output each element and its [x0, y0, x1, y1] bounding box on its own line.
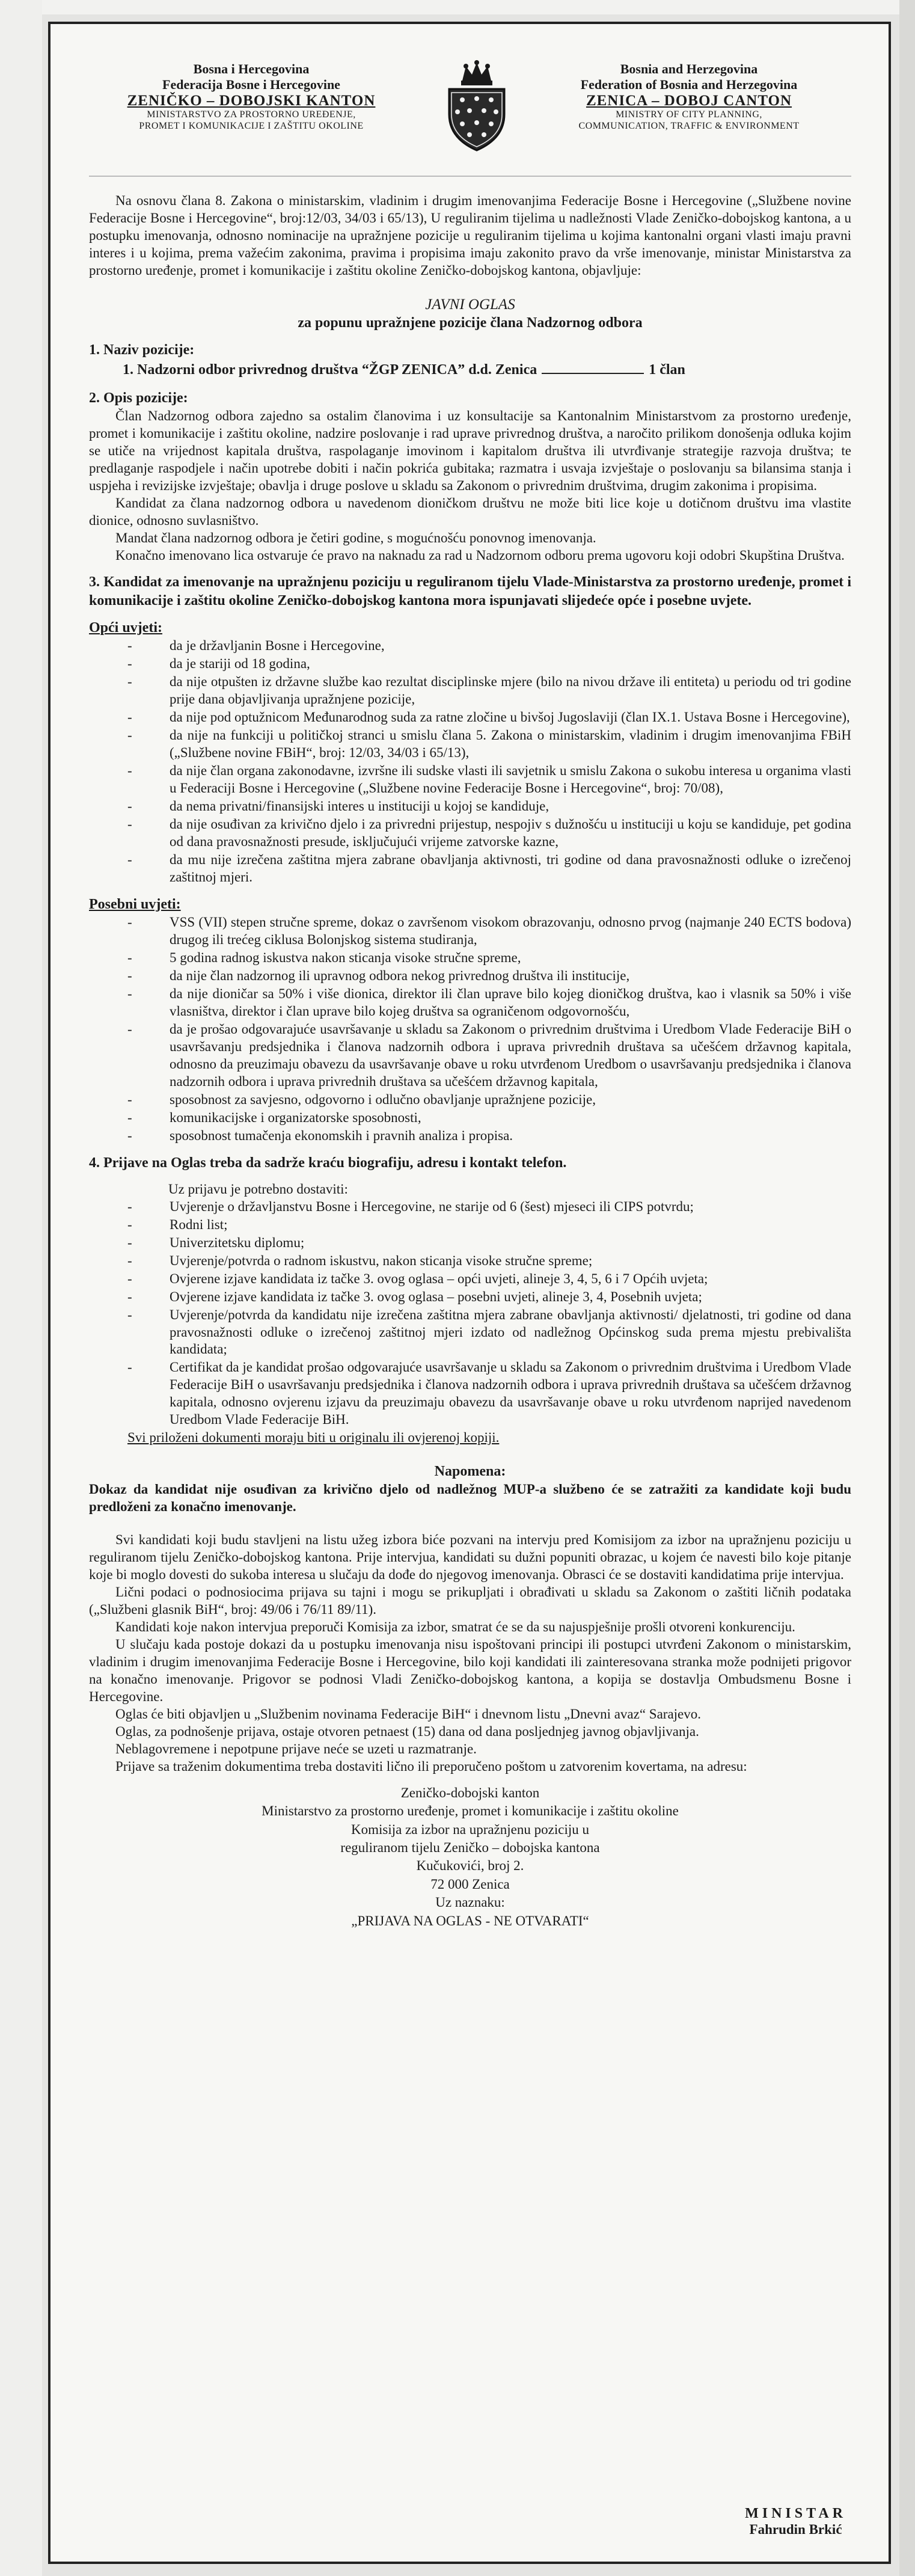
signature-name: Fahrudin Brkić	[749, 2522, 842, 2537]
closing-paragraph-2: Lični podaci o podnosiocima prijava su tajni i mogu se prikupljati i obrađivati u skladu sa Zakonom o zaštiti ličnih podataka („Službeni glasnik BiH“, broj: 49/06 i 76/11 89/11).	[89, 1584, 851, 1618]
intro-paragraph: Na osnovu člana 8. Zakona o ministarskim, vladinim i drugim imenovanjima Federacije Bosne i Hercegovine („Službene novine Federacije Bosne i Hercegovine“, broj:12/03, 34/03 i 65/13), U reguliranim tijelima u nadležnosti Vlade Zeničko-dobojskog kantona, a u postupku imenovanja, odnosno nominacije na upražnjene pozicije u reguliranim tijelima u kojima kantonalni organi vlasti imaju pravni interes i u kojima, prema važećim zakonima, pravima i propisima imaju zakonito pravo da vrše imenovanje, ministar Ministarstva za prostorno uređenje, promet i komunikacije i zaštitu okoline Zeničko-dobojskog kantona, objavljuje:	[89, 193, 851, 278]
list-item: - Ovjerene izjave kandidata iz tačke 3. ovog oglasa – posebni uvjeti, alineje 3, 4, Posebnih uvjeta;	[127, 1289, 851, 1306]
list-item: - da nije osuđivan za krivično djelo i za privredni prijestup, nespojiv s dužnošću u instituciji u koju se kandiduje, pet godina od dana pravosnažnosti presude, isključujući vrijeme zatvorske kazne,	[127, 816, 851, 851]
canton-name: ZENIČKO – DOBOJSKI KANTON	[127, 93, 376, 109]
special-conditions-title: Posebni uvjeti:	[89, 896, 181, 912]
list-item: - da nema privatni/finansijski interes u instituciji u kojoj se kandiduje,	[127, 798, 851, 815]
list-item: - VSS (VII) stepen stručne spreme, dokaz o završenom visokom obrazovanju, odnosno prvog (najmanje 240 ECTS bodova) drugog ili trećeg ciklusa Bolonjskog sistema studiranja,	[127, 914, 851, 949]
documents-lead: Uz prijavu je potrebno dostaviti:	[168, 1181, 348, 1197]
list-item: - Uvjerenje/potvrda o radnom iskustvu, nakon sticanja visoke stručne spreme;	[127, 1253, 851, 1270]
mailing-address	[89, 1784, 851, 1930]
address-line: „PRIJAVA NA OGLAS - NE OTVARATI“	[351, 1913, 589, 1928]
section-3-title: 3. Kandidat za imenovanje na upražnjenu poziciju u reguliranom tijelu Vlade-Ministarstva za prostorno uređenje, promet i komunikacije i zaštitu okoline Zeničko-dobojskog kantona mora ispunjavati slijedeće opće i posebne uvjete.	[89, 574, 851, 609]
general-conditions-title: Opći uvjeti:	[89, 620, 162, 636]
address-line: Komisija za izbor na upražnjenu poziciju u	[351, 1821, 589, 1837]
list-item: - da nije član nadzornog ili upravnog odbora nekog privrednog društva ili institucije,	[127, 968, 851, 985]
address-line: 72 000 Zenica	[430, 1876, 510, 1892]
country-name-en: Bosnia and Herzegovina	[620, 61, 758, 76]
closing-paragraph-6: Oglas, za podnošenje prijava, ostaje otvoren petnaest (15) dana od dana posljednjeg javnog objavljivanja.	[115, 1724, 699, 1740]
special-conditions-list	[89, 914, 851, 1145]
list-item: - da nije član organa zakonodavne, izvršne ili sudske vlasti ili savjetnik u smislu Zakona o sukobu interesa u organima vlasti u Federaciji Bosne i Hercegovine („Službene novine Federacije Bosne i Hercegovine“, broj: 70/08),	[127, 762, 851, 797]
list-item: - sposobnost za savjesno, odgovorno i odlučno obavljanje upražnjene pozicije,	[127, 1091, 851, 1109]
general-conditions-list	[89, 637, 851, 886]
list-item: - da je stariji od 18 godina,	[127, 655, 851, 673]
list-item: - da je prošao odgovarajuće usavršavanje u skladu sa Zakonom o privrednim društvima i Uredbom Vlade Federacije BiH o usavršavanju predsjednika i članova nadzornih odbora i uprava privrednih društava sa učešćem državnog kapitala, odnosno da preuzimaju obavezu da usavršavanje obave u roku utvrđenom Uredbom o usavršavanju predsjednika i članova nadzornih odbora i uprava privrednih društava sa učešćem državnog kapitala,	[127, 1021, 851, 1091]
list-item: - da nije dioničar sa 50% i više dionica, direktor ili član uprave bilo kojeg dioničkog društva, kao i vlasnik sa 50% i više vlasništva, direktor i član uprave bilo kojeg društva sa ograničenom odgovornošću,	[127, 986, 851, 1020]
signature-title: MINISTAR	[745, 2506, 846, 2521]
list-item: - 5 godina radnog iskustva nakon sticanja visoke stručne spreme,	[127, 949, 851, 967]
ministry-line-1: MINISTARSTVO ZA PROSTORNO UREĐENJE,	[147, 109, 356, 120]
closing-paragraph-4: U slučaju kada postoje dokazi da u postupku imenovanja nisu ispoštovani principi ili postupci utvrđeni Zakonom o ministarskim, vladinim i drugim imenovanjima Federacije Bosne i Hercegovine, bilo koji kandidati ili zainteresovana stranka može podnijeti prigovor na konačno imenovanje. Prigovor se podnosi Vladi Zeničko-dobojskog kantona, a kopija se dostavlja Ombudsmenu Bosne i Hercegovine.	[89, 1637, 851, 1705]
federation-name: Federacija Bosne i Hercegovine	[162, 76, 340, 92]
section-1-title: 1. Naziv pozicije:	[89, 342, 195, 358]
list-item: - Ovjerene izjave kandidata iz tačke 3. ovog oglasa – opći uvjeti, alineje 3, 4, 5, 6 i 7 Općih uvjeta;	[127, 1271, 851, 1288]
position-count: 1 član	[649, 361, 685, 378]
ministry-line-2: PROMET I KOMUNIKACIJE I ZAŠTITU OKOLINE	[139, 120, 364, 131]
scan-edge-top	[0, 0, 915, 14]
section-2-title: 2. Opis pozicije:	[89, 390, 188, 406]
scan-edge-right	[899, 0, 915, 2576]
list-item: - da je državljanin Bosne i Hercegovine,	[127, 637, 851, 655]
notice-subtitle: za popunu upražnjene pozicije člana Nadzornog odbora	[298, 315, 643, 331]
closing-paragraph-3: Kandidati koje nakon intervjua preporuči Komisija za izbor, smatrat će se da su najuspješnije prošli otvoreni konkurenciju.	[115, 1619, 795, 1635]
letterhead-right	[527, 61, 851, 132]
list-item: - sposobnost tumačenja ekonomskih i pravnih analiza i propisa.	[127, 1127, 851, 1145]
notice-title: JAVNI OGLAS	[425, 296, 515, 313]
address-line: Kučukovići, broj 2.	[416, 1858, 524, 1874]
closing-paragraph-1: Svi kandidati koji budu stavljeni na listu užeg izbora biće pozvani na intervju pred Komisijom za izbor na upražnjenu poziciju u reguliranom tijelu Zeničko-dobojskog kantona. Prije intervjua, kandidati su dužni popuniti obrazac, u kojem će navesti bilo koje pitanje koje bi moglo dovesti do sukoba interesa u slučaju da dođe do njegovog imenovanja. Obrasci će se dostaviti kandidatima prije intervjua.	[89, 1532, 851, 1583]
list-item: - da mu nije izrečena zaštitna mjera zabrane obavljanja aktivnosti, tri godine od dana pravosnažnosti odluke o izrečenoj zaštitnoj mjeri.	[127, 851, 851, 886]
signature-block	[745, 2506, 846, 2538]
list-item: - da nije pod optužnicom Međunarodnog suda za ratne zločine u bivšoj Jugoslaviji (član IX.1. Ustava Bosne i Hercegovine),	[127, 709, 851, 726]
section-4-title: 4. Prijave na Oglas treba da sadrže kraću biografiju, adresu i kontakt telefon.	[89, 1155, 567, 1171]
letterhead-left	[89, 61, 414, 132]
documents-note: Svi priloženi dokumenti moraju biti u originalu ili ovjerenoj kopiji.	[127, 1430, 500, 1446]
address-line: Zeničko-dobojski kanton	[400, 1785, 540, 1800]
ministry-line-1-en: MINISTRY OF CITY PLANNING,	[616, 109, 762, 120]
public-notice	[48, 22, 891, 2564]
list-item: - Univerzitetsku diplomu;	[127, 1234, 851, 1252]
scan-edge-left	[0, 0, 42, 2576]
country-name: Bosna i Hercegovina	[193, 61, 310, 76]
position-name: 1. Nadzorni odbor privrednog društva “ŽGP ZENICA” d.d. Zenica	[123, 361, 537, 378]
required-documents-list	[89, 1198, 851, 1429]
federation-name-en: Federation of Bosnia and Herzegovina	[580, 76, 798, 92]
list-item: - Uvjerenje/potvrda da kandidatu nije izrečena zaštitna mjera zabrane obavljanja aktivnosti/ djelatnosti, tri godine od dana pravosnažnosti odluke o izrečenoj zaštitnoj mjeri izdato od nadležnog Općinskog suda prema mjestu prebivališta kandidata;	[127, 1307, 851, 1359]
closing-paragraph-8: Prijave sa traženim dokumentima treba dostaviti lično ili preporučeno poštom u zatvorenim kovertama, na adresu:	[115, 1759, 747, 1774]
section-2-paragraph-2: Kandidat za člana nadzornog odbora u navedenom dioničkom društvu ne može biti lice koje u dotičnom društvu ima vlastite dionice, odnosno suvlasništvo.	[89, 495, 851, 528]
list-item: - da nije otpušten iz državne službe kao rezultat disciplinske mjere (bilo na nivou države ili entiteta) u periodu od tri godine prije dana objavljivanja upražnjene pozicije,	[127, 673, 851, 708]
list-item: - Uvjerenje o državljanstvu Bosne i Hercegovine, ne starije od 6 (šest) mjeseci ili CIPS potvrdu;	[127, 1198, 851, 1216]
ministry-line-2-en: COMMUNICATION, TRAFFIC & ENVIRONMENT	[578, 120, 800, 131]
letterhead	[89, 37, 851, 177]
section-2-paragraph-1: Član Nadzornog odbora zajedno sa ostalim članovima i uz konsultacije sa Kantonalnim Ministarstvom za prostorno uređenje, promet i komunikacije i zaštitu okoline, nadzire poslovanje i rad uprave privrednog društva, a naročito prilikom donošenja odluka kojim se utiče na vrijednost kapitala društva, raspolaganje imovinom i kapitalom društva ili utvrđivanje strategije razvoja društva; te predlaganje raspodjele i način upotrebe dobiti i način pokrića gubitaka; razmatra i usvaja izvještaje o poslovanju sa bilansima stanja i uspjeha i revizijske izvještaje; obavlja i druge poslove u skladu sa Zakonom o privrednim društvima, drugim zakonima i propisima.	[89, 408, 851, 493]
list-item: - Rodni list;	[127, 1216, 851, 1234]
coat-of-arms-icon	[444, 59, 509, 153]
closing-paragraph-5: Oglas će biti objavljen u „Službenim novinama Federacije BiH“ i dnevnom listu „Dnevni avaz“ Sarajevo.	[115, 1707, 702, 1722]
position-line	[89, 362, 851, 378]
address-line: Uz naznaku:	[435, 1895, 505, 1910]
list-item: - da nije na funkciji u političkoj stranci u smislu člana 5. Zakona o ministarskim, vladinim i drugim imenovanjima FBiH („Službene novine FBiH“, broj: 12/03, 34/03 i 65/13),	[127, 727, 851, 762]
section-2-paragraph-4: Konačno imenovano lica ostvaruje će pravo na naknadu za rad u Nadzornom odboru prema ugovoru koji odobri Skupština Društva.	[115, 547, 845, 563]
address-line: reguliranom tijelu Zeničko – dobojska kantona	[340, 1840, 600, 1856]
closing-paragraph-7: Neblagovremene i nepotpune prijave neće se uzeti u razmatranje.	[115, 1741, 477, 1757]
canton-name-en: ZENICA – DOBOJ CANTON	[586, 93, 792, 109]
list-item: - komunikacijske i organizatorske sposobnosti,	[127, 1109, 851, 1127]
napomena-title: Napomena:	[434, 1464, 506, 1480]
section-2-paragraph-3: Mandat člana nadzornog odbora je četiri godine, s mogućnošću ponovnog imenovanja.	[115, 530, 596, 545]
position-blank	[542, 373, 644, 374]
list-item: - Certifikat da je kandidat prošao odgovarajuće usavršavanje u skladu sa Zakonom o privrednim društvima i Uredbom Vlade Federacije BiH o usavršavanju predsjednika i članova nadzornih odbora i uprava privrednih društava sa učešćem državnog kapitala, odnosno ovjerenu izjavu da preuzimaju obavezu da usavršavanje obave u roku utvrđenom naprijed navedenom Uredbom Vlade Federacije BiH.	[127, 1359, 851, 1429]
napomena-text: Dokaz da kandidat nije osuđivan za krivično djelo od nadležnog MUP-a službeno će se zatražiti za kandidate koji budu predloženi za konačno imenovanje.	[89, 1482, 851, 1515]
address-line: Ministarstvo za prostorno uređenje, promet i komunikacije i zaštitu okoline	[262, 1803, 679, 1819]
